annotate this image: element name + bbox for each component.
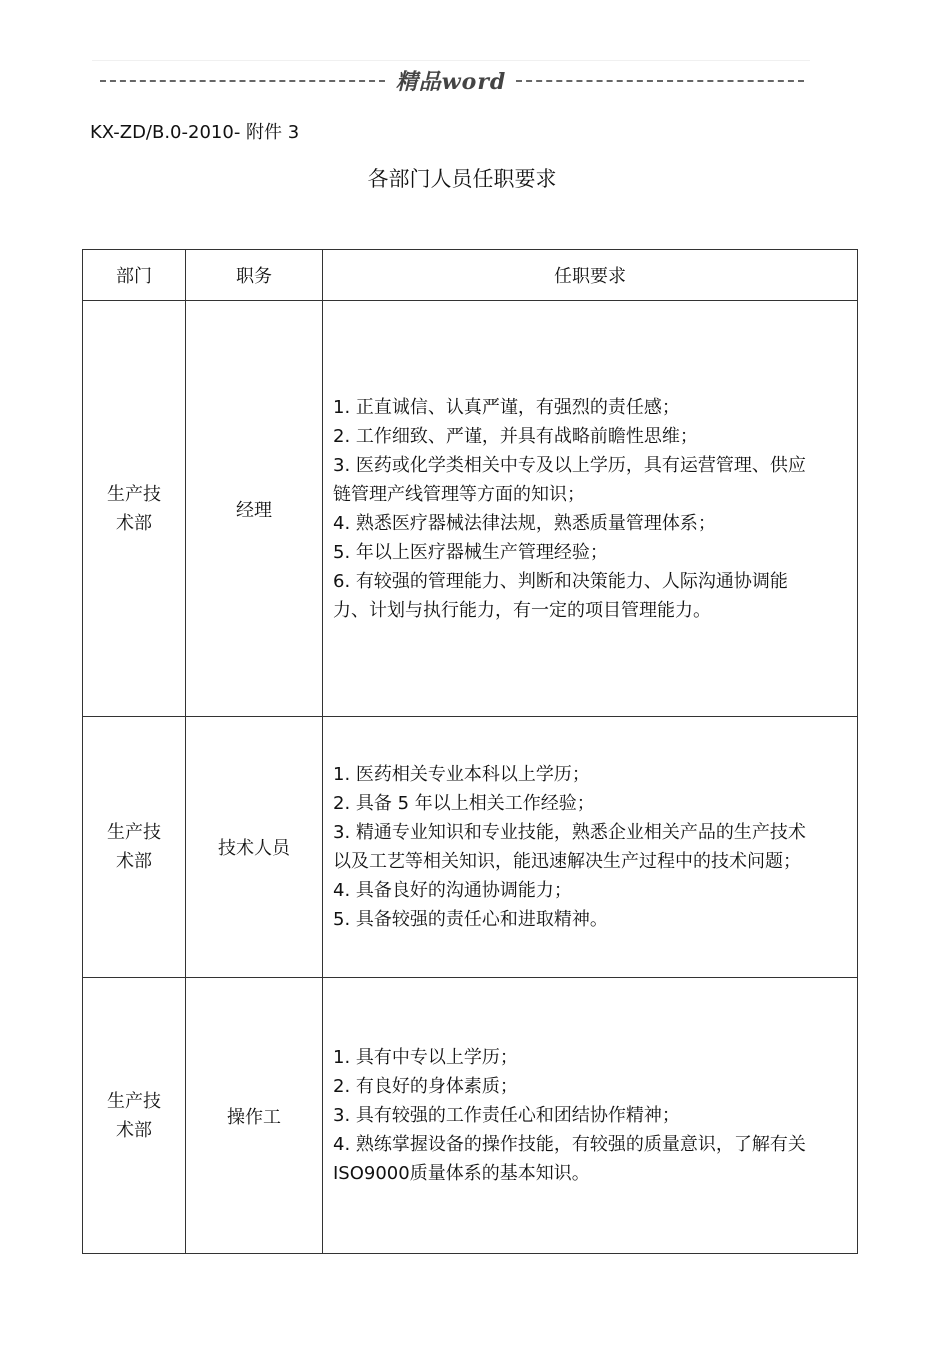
- banner-divider-right: [516, 80, 804, 82]
- header-requirements: 任职要求: [323, 250, 858, 301]
- requirements-cell: [323, 978, 858, 1254]
- requirements-list: [323, 1043, 823, 1188]
- position-cell: 经理: [186, 301, 323, 717]
- requirement-item: 5. 具备较强的责任心和进取精神。: [333, 909, 608, 930]
- requirements-list: [323, 760, 823, 934]
- requirement-item: 1. 正直诚信、认真严谨，有强烈的责任感；: [333, 396, 680, 418]
- dept-cell: [83, 978, 186, 1254]
- requirement-item: 2. 有良好的身体素质；: [333, 1076, 518, 1097]
- requirement-item: 2. 具备 5 年以上相关工作经验；: [333, 793, 595, 814]
- table-row: [83, 301, 858, 717]
- requirements-cell: [323, 301, 858, 717]
- requirement-item: 2. 工作细致、严谨，并具有战略前瞻性思维；: [333, 425, 698, 447]
- banner-divider-left: [100, 80, 385, 82]
- position-cell: 操作工: [186, 978, 323, 1254]
- dept-text: 生产技术部: [107, 1090, 161, 1141]
- dept-cell: [83, 717, 186, 978]
- requirements-cell: [323, 717, 858, 978]
- header-position: 职务: [186, 250, 323, 301]
- dept-cell: [83, 301, 186, 717]
- requirement-item: 1. 具有中专以上学历；: [333, 1047, 518, 1068]
- header-banner: [92, 60, 810, 101]
- dept-text: 生产技术部: [107, 483, 161, 534]
- requirement-item: 3. 精通专业知识和专业技能，熟悉企业相关产品的生产技术以及工艺等相关知识，能迅速解决生产过程中的技术问题；: [333, 822, 806, 872]
- dept-text: 生产技术部: [107, 822, 161, 872]
- requirement-item: 4. 熟悉医疗器械法律法规，熟悉质量管理体系；: [333, 512, 716, 534]
- banner-logo: 精品word: [395, 69, 507, 95]
- requirement-item: 5. 年以上医疗器械生产管理经验；: [333, 541, 608, 563]
- table-row: [83, 978, 858, 1254]
- requirements-list: [323, 393, 823, 625]
- requirement-item: 3. 具有较强的工作责任心和团结协作精神；: [333, 1105, 680, 1126]
- position-cell: 技术人员: [186, 717, 323, 978]
- requirement-item: 4. 熟练掌握设备的操作技能，有较强的质量意识，了解有关 ISO9000质量体系的基本知识。: [333, 1134, 806, 1184]
- requirement-item: 6. 有较强的管理能力、判断和决策能力、人际沟通协调能力、计划与执行能力，有一定的项目管理能力。: [333, 570, 788, 621]
- page-title: 各部门人员任职要求: [367, 167, 557, 191]
- requirement-item: 3. 医药或化学类相关中专及以上学历，具有运营管理、供应链管理产线管理等方面的知识；: [333, 454, 806, 505]
- requirement-item: 4. 具备良好的沟通协调能力；: [333, 880, 572, 901]
- table-row: [83, 717, 858, 978]
- document-number: KX-ZD/B.0-2010- 附件 3: [90, 122, 300, 143]
- requirement-item: 1. 医药相关专业本科以上学历；: [333, 764, 590, 785]
- requirements-table: [82, 249, 858, 1254]
- header-dept: 部门: [83, 250, 186, 301]
- table-header-row: [83, 250, 858, 301]
